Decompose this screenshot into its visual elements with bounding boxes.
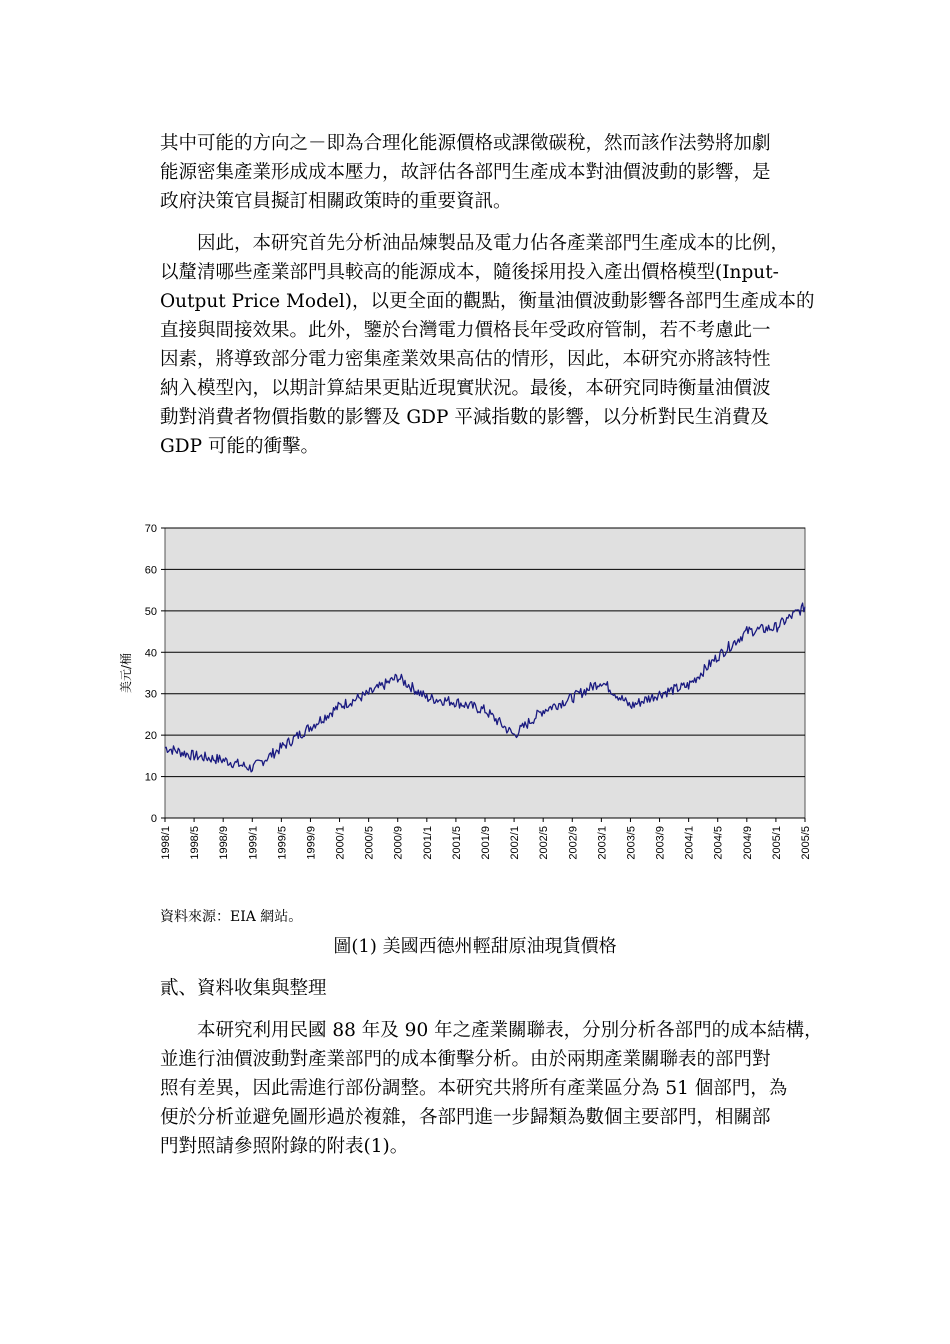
text-line: 直接與間接效果。此外，鑒於台灣電力價格長年受政府管制，若不考慮此一 — [160, 320, 771, 341]
x-tick-label: 2001/9 — [480, 826, 492, 860]
plot-area — [165, 528, 805, 818]
paragraph-1 — [160, 129, 800, 216]
text-line: 動對消費者物價指數的影響及 GDP 平減指數的影響，以分析對民生消費及 — [160, 407, 769, 428]
text-line: 便於分析並避免圖形過於複雜，各部門進一步歸類為數個主要部門，相關部 — [160, 1107, 771, 1128]
oil-price-chart — [110, 515, 830, 875]
text-line: 因素，將導致部分電力密集產業效果高估的情形，因此，本研究亦將該特性 — [160, 349, 771, 370]
figure-caption: 圖(1) 美國西德州輕甜原油現貨價格 — [333, 936, 617, 957]
x-tick-label: 2004/1 — [683, 826, 696, 860]
section-title: 貳、資料收集與整理 — [160, 978, 327, 999]
x-tick-label: 2002/5 — [538, 826, 551, 860]
text-line: Output Price Model)，以更全面的觀點，衡量油價波動影響各部門生產成本的 — [160, 291, 815, 312]
text-line: 本研究利用民國 88 年及 90 年之產業關聯表，分別分析各部門的成本結構， — [197, 1020, 823, 1041]
source-note: 資料來源：EIA 網站。 — [160, 909, 303, 925]
text-line: 納入模型內，以期計算結果更貼近現實狀況。最後，本研究同時衡量油價波 — [160, 378, 771, 399]
x-tick-label: 1998/1 — [160, 826, 172, 860]
y-axis-label: 美元/桶 — [119, 652, 133, 694]
text-line: 能源密集產業形成成本壓力，故評估各部門生產成本對油價波動的影響，是 — [160, 162, 771, 183]
text-line: 政府決策官員擬訂相關政策時的重要資訊。 — [160, 191, 512, 212]
text-line: 門對照請參照附錄的附表(1)。 — [160, 1136, 409, 1157]
y-tick-label: 10 — [144, 771, 157, 784]
paragraph-3 — [160, 1016, 823, 1161]
x-tick-label: 2003/5 — [625, 826, 638, 860]
y-tick-label: 0 — [150, 813, 157, 825]
y-tick-label: 40 — [144, 647, 157, 660]
x-tick-label: 1999/5 — [276, 826, 289, 860]
x-tick-label: 1998/9 — [218, 826, 231, 860]
text-line: 其中可能的方向之－即為合理化能源價格或課徵碳稅，然而該作法勢將加劇 — [160, 133, 771, 154]
y-tick-label: 70 — [144, 523, 157, 535]
x-tick-label: 2002/1 — [509, 826, 522, 860]
x-tick-label: 1999/1 — [247, 826, 260, 860]
x-tick-label: 2000/1 — [334, 826, 347, 860]
x-tick-label: 2004/5 — [712, 826, 725, 860]
x-tick-label: 2001/1 — [421, 826, 434, 860]
x-tick-label: 2003/1 — [596, 826, 609, 860]
text-line: 以釐清哪些產業部門具較高的能源成本，隨後採用投入產出價格模型(Input- — [160, 262, 779, 283]
x-tick-label: 2004/9 — [741, 826, 754, 860]
x-tick-label: 2005/1 — [770, 826, 783, 860]
x-tick-label: 2001/5 — [450, 826, 463, 860]
x-tick-label: 2000/9 — [392, 826, 405, 860]
text-line: 因此，本研究首先分析油品煉製品及電力佔各產業部門生產成本的比例， — [197, 233, 790, 254]
text-line: GDP 可能的衝擊。 — [160, 436, 319, 457]
x-tick-label: 2000/5 — [363, 826, 376, 860]
y-tick-label: 50 — [144, 605, 157, 618]
chart-svg — [110, 515, 830, 875]
y-tick-label: 30 — [144, 688, 157, 701]
x-tick-label: 2002/9 — [567, 826, 580, 860]
text-line: 並進行油價波動對產業部門的成本衝擊分析。由於兩期產業關聯表的部門對 — [160, 1049, 771, 1070]
x-tick-label: 1998/5 — [189, 826, 202, 860]
x-tick-label: 1999/9 — [305, 826, 318, 860]
text-line: 照有差異，因此需進行部份調整。本研究共將所有產業區分為 51 個部門，為 — [160, 1078, 788, 1099]
y-tick-label: 20 — [144, 730, 157, 743]
x-tick-label: 2005/5 — [800, 826, 812, 860]
x-tick-label: 2003/9 — [654, 826, 667, 860]
paragraph-2 — [160, 229, 815, 461]
y-tick-label: 60 — [144, 564, 157, 577]
